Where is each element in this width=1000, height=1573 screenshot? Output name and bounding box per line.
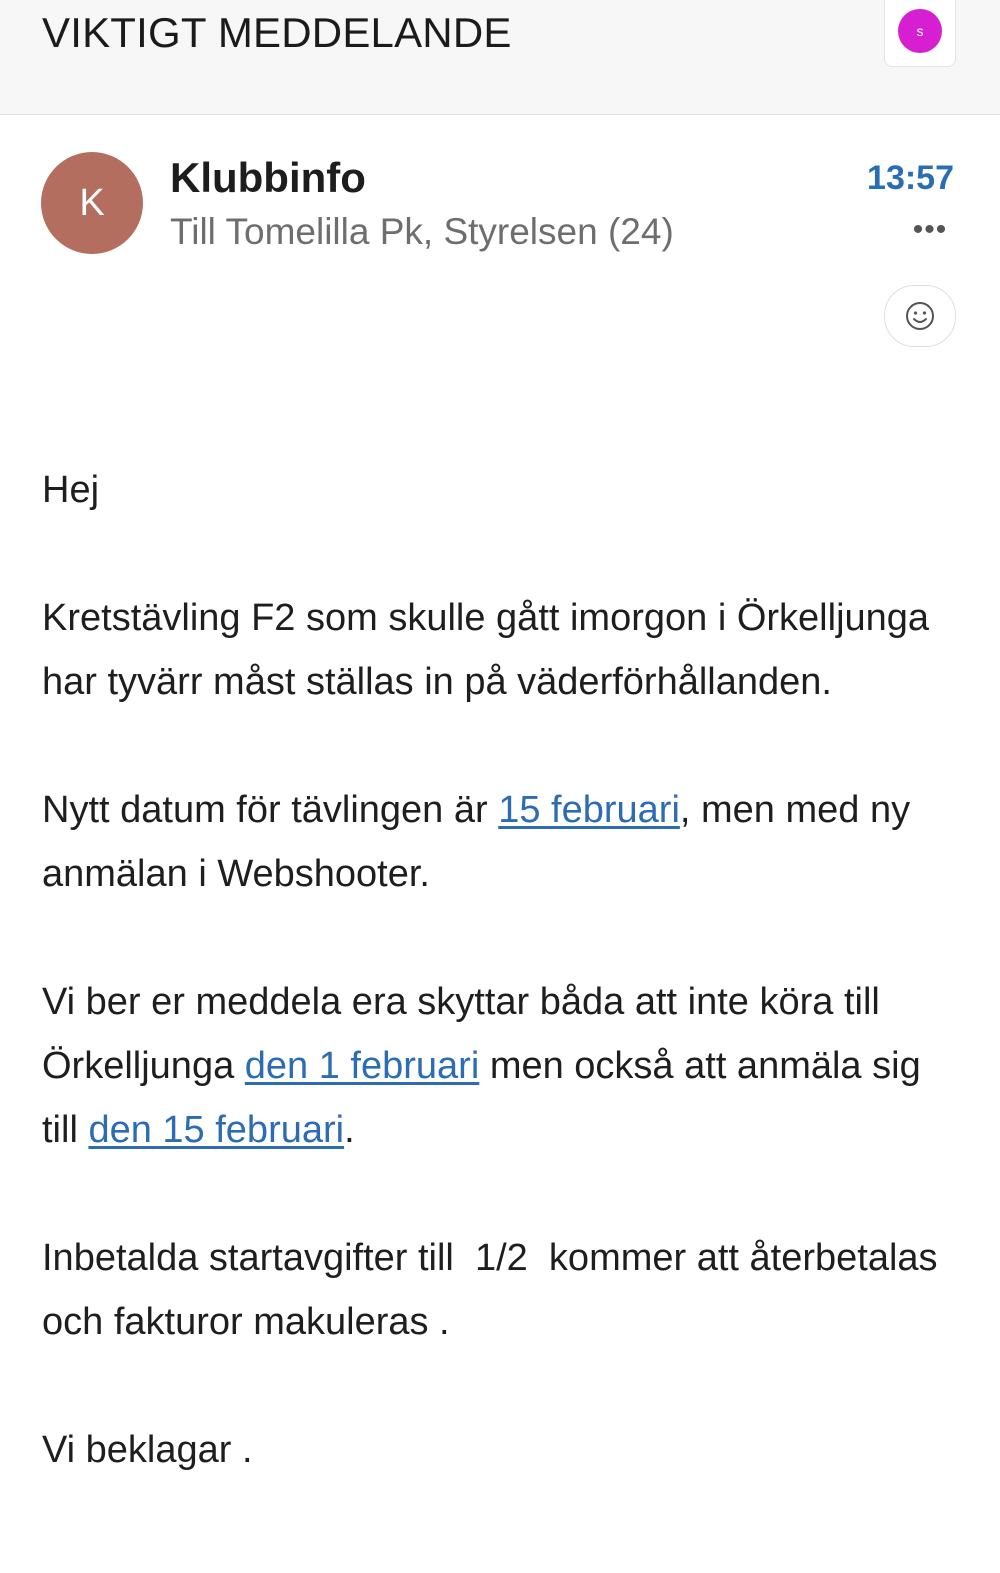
react-emoji-button[interactable] bbox=[884, 285, 956, 347]
account-avatar[interactable]: s bbox=[898, 9, 942, 53]
paragraph-apology: Vi beklagar . bbox=[42, 1429, 253, 1471]
text: Vi ber er meddela era skyttar båda att inte köra till Örkelljunga bbox=[42, 981, 880, 1087]
sender-avatar[interactable]: K bbox=[41, 152, 143, 254]
paragraph-refund: Inbetalda startavgifter till 1/2 kommer att återbetalas och fakturor makuleras . bbox=[42, 1237, 959, 1343]
message-body bbox=[42, 458, 962, 1546]
sender-name[interactable]: Klubbinfo bbox=[170, 154, 366, 201]
account-switcher[interactable] bbox=[884, 0, 956, 67]
paragraph-cancellation: Kretstävling F2 som skulle gått imorgon i Örkelljunga har tyvärr måst ställas in på väderförhållanden. bbox=[42, 597, 930, 703]
email-subject: VIKTIGT MEDDELANDE bbox=[42, 9, 512, 56]
date-link-den-15-februari[interactable]: den 15 februari bbox=[88, 1109, 345, 1151]
message-time: 13:57 bbox=[867, 159, 954, 197]
text: . bbox=[344, 1109, 355, 1151]
text: men också att anmäla sig till bbox=[42, 1045, 921, 1151]
paragraph-new-date bbox=[42, 778, 962, 906]
more-options-icon[interactable]: ••• bbox=[912, 213, 948, 246]
text: Nytt datum för tävlingen är bbox=[42, 789, 499, 831]
smiley-icon bbox=[905, 301, 935, 331]
text: , men med ny anmälan i Webshooter. bbox=[42, 789, 911, 895]
top-bar bbox=[0, 0, 1000, 115]
date-link-1-februari[interactable]: den 1 februari bbox=[244, 1045, 480, 1087]
recipients-line[interactable]: Till Tomelilla Pk, Styrelsen (24) bbox=[170, 211, 674, 252]
greeting: Hej bbox=[42, 469, 100, 511]
date-link-15-februari[interactable]: 15 februari bbox=[498, 789, 680, 831]
paragraph-notify bbox=[42, 970, 962, 1162]
